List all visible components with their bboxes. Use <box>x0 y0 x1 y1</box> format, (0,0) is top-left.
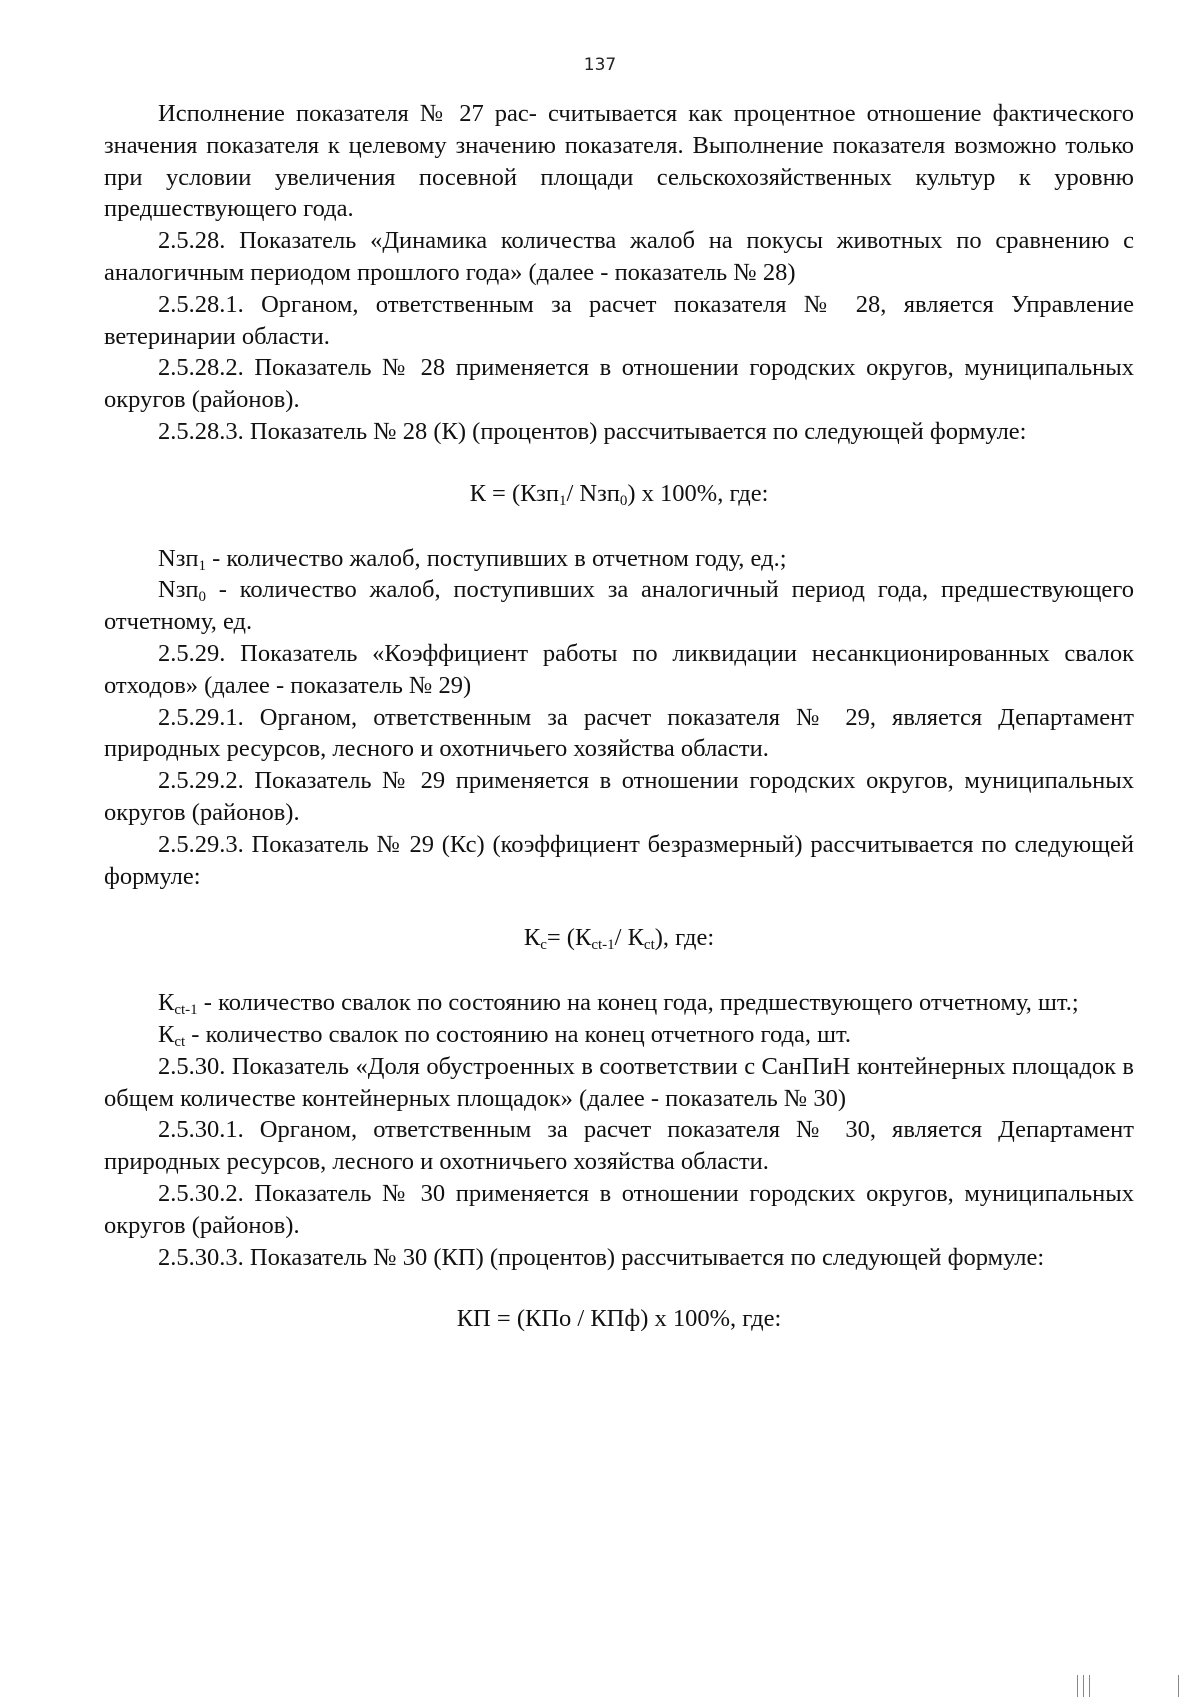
formula-kp: КП = (КПо / КПф) х 100%, где: <box>456 1305 782 1333</box>
paragraph: Исполнение показателя № 27 рас- считывается как процентное отношение фактического значения показателя к целевому значению показателя. Выполнение показателя возможно только при условии увеличения посевной площади сельскохозяйственных культур к уровню предшествующего года. <box>104 100 1134 223</box>
formula-kc: $К_с= (К_{ct-1}/$ $К_{ct}$), где: <box>523 924 715 954</box>
definition-kct-1: $К_{ct-1}$ - количество свалок по состоянию на конец года, предшествующего отчетному, шт.; <box>158 989 1079 1019</box>
scan-mark <box>1083 1675 1084 1697</box>
paragraph: 2.5.30. Показатель «Доля обустроенных в соответствии с СанПиН контейнерных площадок в общем количестве контейнерных площадок» (далее - показатель № 30) <box>104 1052 1134 1112</box>
paragraph: 2.5.28.2. Показатель № 28 применяется в отношении городских округов, муниципальных округов (районов). <box>104 354 1134 414</box>
paragraph: 2.5.28. Показатель «Динамика количества жалоб на покусы животных по сравнению с аналогичным периодом прошлого года» (далее - показатель № 28) <box>104 227 1134 286</box>
scan-mark <box>1089 1675 1090 1697</box>
paragraph: 2.5.29. Показатель «Коэффициент работы по ликвидации несанкционированных свалок отходов» (далее - показатель № 29) <box>104 639 1134 699</box>
paragraph: 2.5.30.2. Показатель № 30 применяется в отношении городских округов, муниципальных округов (районов). <box>104 1179 1134 1239</box>
paragraph: 2.5.30.3. Показатель № 30 (КП) (процентов) рассчитывается по следующей формуле: <box>158 1243 1045 1271</box>
scan-mark <box>1077 1675 1078 1697</box>
definition-nzp1: Nзп$_1$ - количество жалоб, поступивших в отчетном году, ед.; <box>158 544 787 574</box>
paragraph: 2.5.29.1. Органом, ответственным за расчет показателя № 29, является Департамент природных ресурсов, лесного и охотничьего хозяйства области. <box>104 703 1134 763</box>
paragraph: 2.5.29.3. Показатель № 29 (Кс) (коэффициент безразмерный) рассчитывается по следующей формуле: <box>104 830 1134 890</box>
definition-nzp0: Nзп$_0$ - количество жалоб, поступивших за аналогичный период года, предшествующего отчетному, ед. <box>104 576 1134 636</box>
formula-k: К = (Кзп$_1$/ Nзп$_0$) х 100%, где: <box>469 479 769 509</box>
paragraph: 2.5.28.3. Показатель № 28 (К) (процентов) рассчитывается по следующей формуле: <box>158 417 1027 445</box>
document-body <box>104 98 1134 1368</box>
page-number: 137 <box>583 55 617 75</box>
paragraph: 2.5.29.2. Показатель № 29 применяется в отношении городских округов, муниципальных округов (районов). <box>104 767 1134 826</box>
paragraph: 2.5.28.1. Органом, ответственным за расчет показателя № 28, является Управление ветеринарии области. <box>104 290 1134 350</box>
scan-mark <box>1178 1675 1179 1697</box>
definition-kct: $К_{ct}$ - количество свалок по состоянию на конец отчетного года, шт. <box>158 1020 851 1050</box>
paragraph: 2.5.30.1. Органом, ответственным за расчет показателя № 30, является Департамент природных ресурсов, лесного и охотничьего хозяйства области. <box>104 1116 1134 1176</box>
